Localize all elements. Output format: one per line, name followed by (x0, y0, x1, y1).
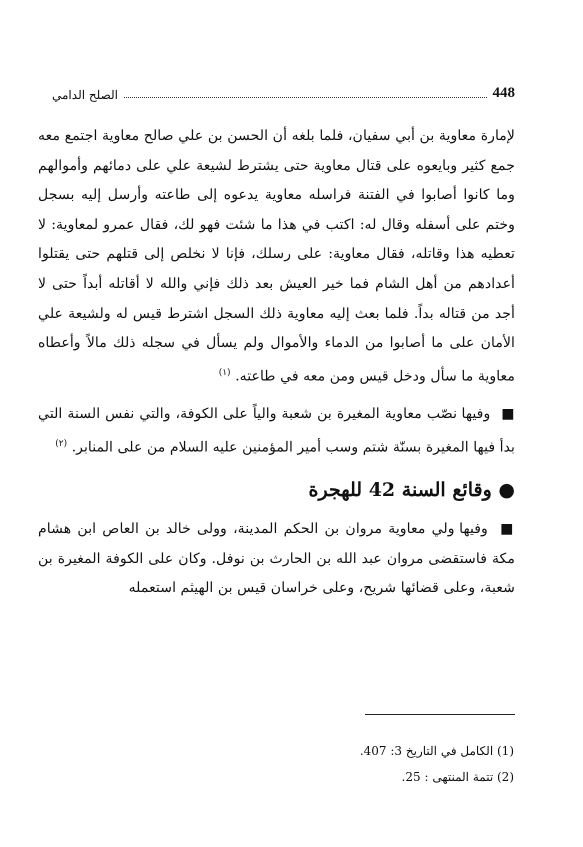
paragraph-1 (38, 122, 515, 392)
footnote-1: (1) الكامل في التاريخ 3: 407. (359, 744, 514, 758)
page-header (52, 80, 515, 102)
paragraph-3 (38, 515, 515, 604)
footnotes (200, 738, 514, 790)
paragraph-2-text: وفيها نصّب معاوية المغيرة بن شعبة والياً على الكوفة، والتي نفس السنة التي بدأ فيها المغيرة بسنّة شتم وسب أمير المؤمنين عليه السلام من على المنابر. (38, 406, 515, 456)
paragraph-3-text: وفيها ولي معاوية مروان بن الحكم المدينة، وولى خالد بن العاص ابن هشام مكة فاستقضى مروان عبد الله بن الحارث بن نوفل. وكان على الكوفة المغيرة بن شعبة، وعلى قضائها شريح، وعلى خراسان قيس بن الهيثم استعمله (38, 521, 515, 597)
paragraph-2 (38, 400, 515, 463)
section-heading (38, 473, 515, 507)
round-bullet-icon: ● (498, 479, 515, 501)
running-title: الصلح الدامي (52, 88, 118, 102)
body-text (38, 122, 515, 604)
page-number: 448 (492, 85, 515, 101)
section-heading-text: وقائع السنة 42 للهجرة (308, 479, 492, 501)
footnote-divider (365, 714, 515, 715)
square-bullet-icon: ■ (501, 406, 515, 423)
footnote-ref-1[interactable]: (١) (218, 367, 231, 378)
footnote-2: (2) تتمة المنتهى : 25. (401, 770, 514, 784)
footnote-ref-2[interactable]: (٢) (55, 438, 68, 449)
paragraph-1-text: لإمارة معاوية بن أبي سفيان، فلما بلغه أن الحسن بن علي صالح معاوية اجتمع معه جمع كثير وبايعوه على قتال معاوية حتى يشترط لشيعة علي على دمائهم وأموالهم وما كانوا أصابوا في الفتنة فراسله معاوية يدعوه إلى طاعته وأرسل إليه بسجل وختم على أسفله وقال له: اكتب في هذا ما شئت فهو لك، فقال عمرو لمعاوية: لا تعطيه هذا وقاتله، فقال معاوية: على رسلك، فإنا لا نخلص إلى قتلهم حتى يقتلوا أعدادهم من أهل الشام فما خير العيش بعد ذلك فإني والله لا أقاتله أبداً حتى لا أجد من قتاله بداً. فلما بعث إليه معاوية ذلك السجل اشترط قيس له ولشيعة علي الأمان على ما أصابوا من الدماء والأموال ولم يسأل في سجله ذلك مالاً وأعطاه معاوية ما سأل ودخل قيس ومن معه في طاعته. (38, 128, 515, 385)
header-dotted-leader (124, 97, 487, 98)
square-bullet-icon: ■ (500, 521, 515, 537)
